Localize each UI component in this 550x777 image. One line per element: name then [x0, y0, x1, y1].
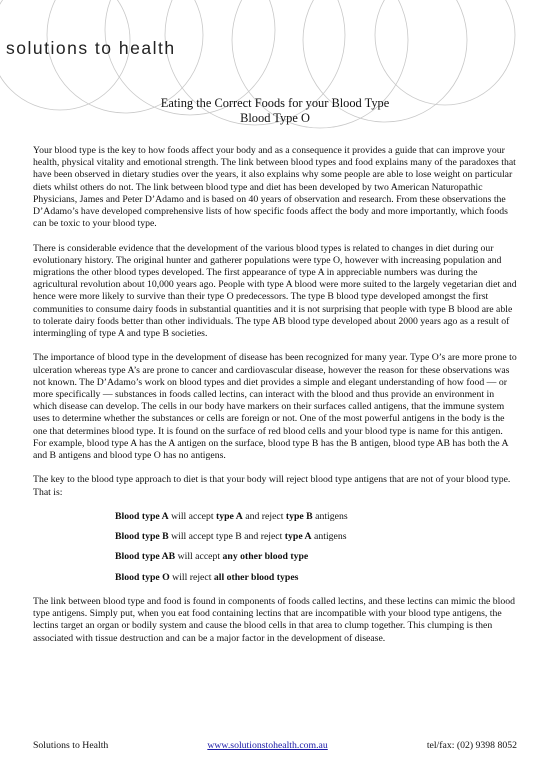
footer-phone: tel/fax: (02) 9398 8052	[426, 740, 517, 751]
paragraph-lectins: The link between blood type and food is found in components of foods called lectins, and these lectins can mimic the blood type antigens. Simply put, when you eat food containing lectins that are incompatible with your blood type antigens, the lectins target an organ or bodily system and cause the blood cells in that area to clump together. This clumping is then associated with tissue destruction and can be a major factor in the development of disease.	[33, 596, 515, 644]
document-title-block	[0, 96, 550, 126]
footer-website-link[interactable]: www.solutionstohealth.com.au	[207, 740, 328, 751]
brand-logo-text: solutions to health	[6, 38, 176, 58]
page-footer	[33, 740, 517, 751]
footer-company: Solutions to Health	[33, 740, 109, 751]
rule-type-b: Blood type B will accept type B and reject type A antigens	[115, 531, 347, 543]
paragraph-evolution: There is considerable evidence that the development of the various blood types is related to changes in diet during our evolutionary history. The original hunter and gatherer populations were type O, however with increasing population and migrations the other blood types developed. The first appearance of type A in appreciable numbers was during the agricultural revolution about 10,000 years ago. People with type A blood were more suited to the largely vegetarian diet and hence were more likely to survive than their type O predecessors. The type B blood type developed amongst the first communities to consume dairy foods in substantial quantities and it is not surprising that people with type B blood are able to tolerate dairy foods better than other individuals. The type AB blood type developed about 2000 years ago as a result of intermingling of type A and type B societies.	[33, 242, 517, 340]
paragraph-key-approach: The key to the blood type approach to diet is that your body will reject blood type antigens that are not of your blood type. That is:	[33, 474, 511, 498]
paragraph-antigens: The importance of blood type in the development of disease has been recognized for many year. Type O’s are more prone to ulceration whereas type A’s are prone to cancer and cardiovascular disease, however the reason for these observations was not known. The D’Adamo’s work on blood types and diet provides a simple and elegant understanding of how food — or more specifically — substances in foods called lectins, can interact with the blood and thus provide an environment in which disease can develop. The cells in our body have markers on their surfaces called antigens, that the immune system uses to determine whether the substances or cells are foreign or not. One of the most powerful antigens in the body is the one that determines blood type. It is found on the surface of red blood cells and your blood type is name for this antigen. For example, blood type A has the A antigen on the surface, blood type B has the B antigen, blood type AB has both the A and B antigens and blood type O has no antigens.	[33, 352, 517, 462]
document-body	[33, 145, 517, 657]
document-subtitle: Blood Type O	[240, 111, 310, 125]
rule-type-ab: Blood type AB will accept any other blood type	[115, 551, 309, 563]
document-title: Eating the Correct Foods for your Blood Type	[160, 96, 390, 110]
blood-type-rules-list	[33, 511, 517, 584]
rule-type-o: Blood type O will reject all other blood types	[115, 571, 299, 583]
rule-type-a: Blood type A will accept type A and reject type B antigens	[115, 511, 348, 523]
paragraph-intro: Your blood type is the key to how foods affect your body and as a consequence it provides a guide that can improve your health, physical vitality and emotional strength. The link between blood types and food explains many of the paradoxes that have been observed in dietary studies over the years, it also explains why some people are able to lose weight on particular diets whilst others do not. The link between blood type and diet has been developed by two American Naturopathic Physicians, James and Peter D’Adamo and is based on 40 years of observation and research. From these observations the D’Adamo’s have developed comprehensive lists of how specific foods affect the body and more importantly, which foods can be toxic to your blood type.	[33, 145, 516, 230]
